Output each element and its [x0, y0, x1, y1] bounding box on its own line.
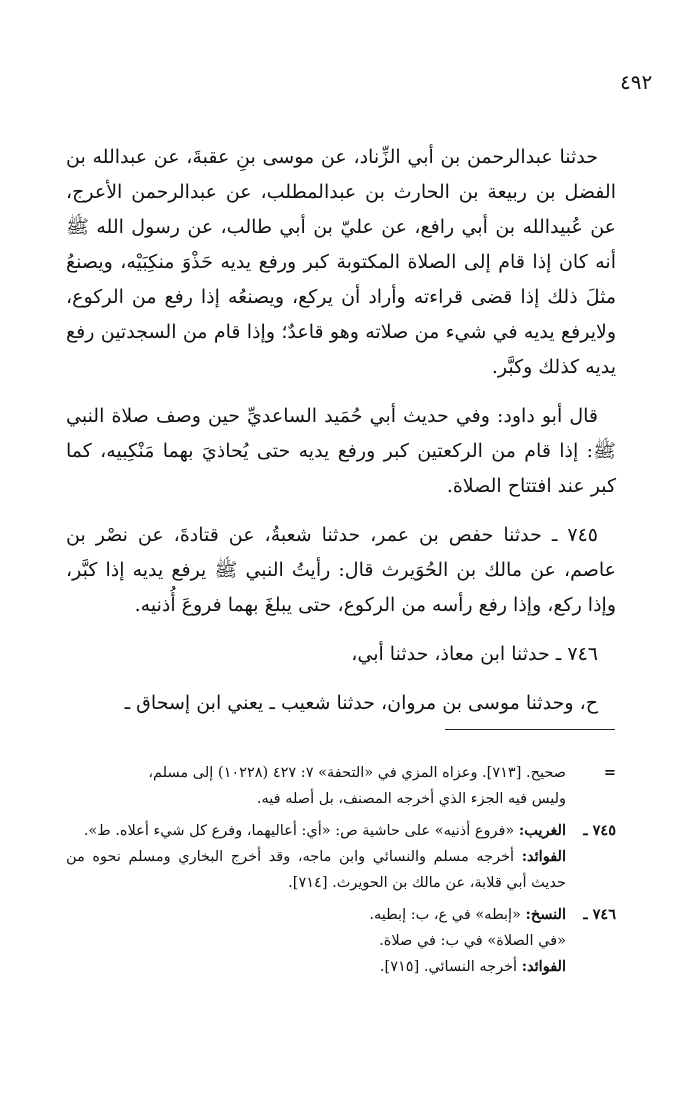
fawaid-label: الفوائد: — [521, 958, 566, 975]
fawaid-text: أخرجه مسلم والنسائي وابن ماجه، وقد أخرج البخاري ومسلم نحوه من حديث أبي قلابة، عن مالك بن الحويرث. [٧١٤]. — [66, 849, 566, 891]
continuation-marker: = — [603, 764, 616, 781]
footnote-divider — [445, 729, 615, 730]
footnote-line — [66, 902, 566, 928]
footnote-number: ٧٤٦ ـ — [583, 906, 616, 923]
footnote-number: ٧٤٥ ـ — [583, 822, 616, 839]
footnote-line: «في الصلاة» في ب: في صلاة. — [379, 933, 566, 949]
page-number: ٤٩٢ — [620, 70, 653, 94]
gharib-text: «فروع أذنيه» على حاشية ص: «أي: أعاليهما، وفرع كل شيء أعلاه. ط». — [83, 823, 519, 839]
hadith-paragraph: حدثنا عبدالرحمن بن أبي الزِّناد، عن موسى بنِ عقبةَ، عن عبدالله بن الفضل بن ربيعة بن الحارث بن عبدالمطلب، عن عبدالرحمن الأعرج، عن عُبيدالله بن أبي رافع، عن عليّ بن أبي طالب، عن رسول الله ﷺ أنه كان إذا قام إلى الصلاة المكتوبة كبر ورفع يديه حَذْوَ منكِبَيْه، ويصنعُ مثلَ ذلك إذا قضى قراءته وأراد أن يركع، ويصنعُه إذا رفع من الركوع، ولايرفع يديه في شيء من صلاته وهو قاعدٌ؛ وإذا قام من السجدتين رفع يديه كذلك وكبَّر. — [66, 146, 616, 378]
hadith-746-chain: ح، وحدثنا موسى بن مروان، حدثنا شعيب ـ يعني ابن إسحاق ـ — [124, 692, 598, 714]
footnotes — [66, 760, 616, 986]
nusakh-label: النسخ: — [525, 906, 566, 923]
footnote-continuation — [66, 760, 616, 812]
gharib-label: الغريب: — [518, 822, 566, 839]
abu-dawud-comment: قال أبو داود: وفي حديث أبي حُمَيد الساعديِّ حين وصف صلاة النبي ﷺ: إذا قام من الركعتين كبر ورفع يديه حتى يُحاذيَ بهما مَنْكِبيه، كما كبر عند افتتاح الصلاة. — [66, 405, 616, 497]
footnote-745 — [66, 818, 616, 896]
footnote-746 — [66, 902, 616, 980]
footnote-line — [66, 844, 566, 896]
hadith-745: ٧٤٥ ـ حدثنا حفص بن عمر، حدثنا شعبةُ، عن قتادةَ، عن نصْر بن عاصم، عن مالك بن الحُوَيرث قال: رأيتُ النبي ﷺ يرفع يديه إذا كبَّر، وإذا ركع، وإذا رفع رأسه من الركوع، حتى يبلغَ بهما فروعَ أُذنيه. — [66, 524, 616, 616]
nusakh-text: «إبطه» في ع، ب: إبطيه. — [369, 907, 526, 923]
hadith-746: ٧٤٦ ـ حدثنا ابن معاذ، حدثنا أبي، — [351, 643, 598, 665]
fawaid-text: أخرجه النسائي. [٧١٥]. — [379, 959, 522, 975]
fawaid-label: الفوائد: — [521, 848, 566, 865]
footnote-line: صحيح. [٧١٣]. وعزاه المزي في «التحفة» ٧: ٤٢٧ (١٠٢٢٨) إلى مسلم، — [148, 765, 566, 781]
main-text — [66, 140, 616, 735]
footnote-line: وليس فيه الجزء الذي أخرجه المصنف، بل أصله فيه. — [256, 791, 566, 807]
footnote-line — [66, 954, 566, 980]
footnote-line — [66, 818, 566, 844]
